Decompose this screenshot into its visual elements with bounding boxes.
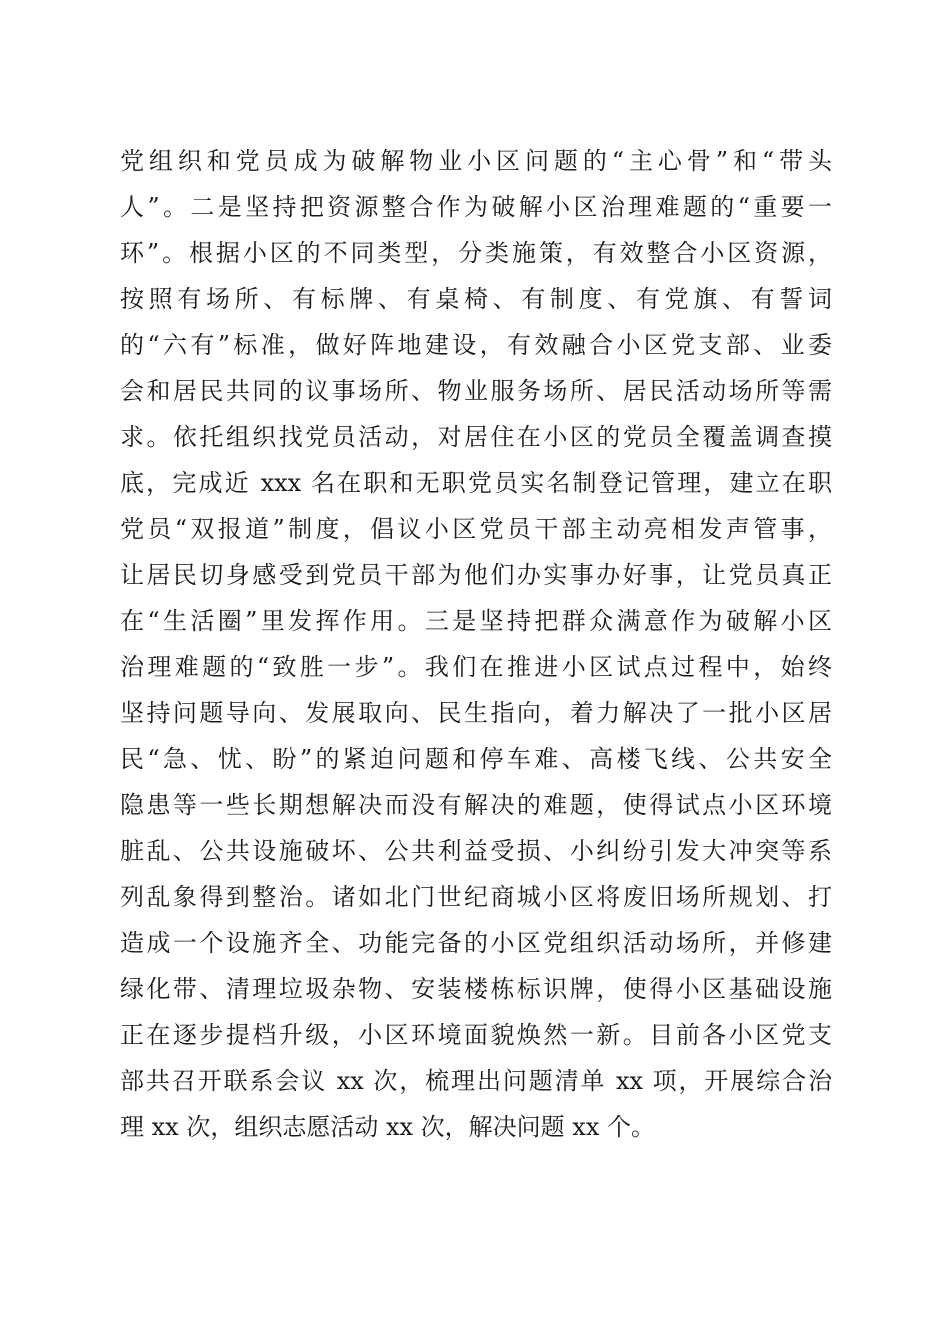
text-line: 会和居民共同的议事场所、物业服务场所、居民活动场所等需 (120, 377, 832, 405)
text-line: 底，完成近 xxx 名在职和无职党员实名制登记管理，建立在职 (120, 469, 832, 497)
text-line: 列乱象得到整治。诸如北门世纪商城小区将废旧场所规划、打 (120, 883, 832, 911)
text-line: 理 xx 次，组织志愿活动 xx 次，解决问题 xx 个。 (120, 1113, 655, 1141)
text-line: 绿化带、清理垃圾杂物、安装楼栋标识牌，使得小区基础设施 (120, 975, 832, 1003)
body-paragraph (120, 138, 832, 1150)
text-line: 民“急、忧、盼”的紧迫问题和停车难、高楼飞线、公共安全 (120, 745, 832, 773)
text-line: 求。依托组织找党员活动，对居住在小区的党员全覆盖调查摸 (120, 423, 832, 451)
text-line: 脏乱、公共设施破坏、公共利益受损、小纠纷引发大冲突等系 (120, 837, 832, 865)
text-line: 治理难题的“致胜一步”。我们在推进小区试点过程中，始终 (120, 653, 832, 681)
text-line: 坚持问题导向、发展取向、民生指向，着力解决了一批小区居 (120, 699, 832, 727)
text-line: 造成一个设施齐全、功能完备的小区党组织活动场所，并修建 (120, 929, 832, 957)
text-line: 的“六有”标准，做好阵地建设，有效融合小区党支部、业委 (120, 331, 832, 359)
text-line: 按照有场所、有标牌、有桌椅、有制度、有党旗、有誓词 (120, 285, 832, 313)
text-line: 人”。二是坚持把资源整合作为破解小区治理难题的“重要一 (120, 193, 832, 221)
text-line: 环”。根据小区的不同类型，分类施策，有效整合小区资源， (120, 239, 832, 267)
text-line: 部共召开联系会议 xx 次，梳理出问题清单 xx 项，开展综合治 (120, 1067, 832, 1095)
text-line: 在“生活圈”里发挥作用。三是坚持把群众满意作为破解小区 (120, 607, 832, 635)
text-line: 党组织和党员成为破解物业小区问题的“主心骨”和“带头 (120, 147, 832, 175)
text-line: 让居民切身感受到党员干部为他们办实事办好事，让党员真正 (120, 561, 832, 589)
text-line: 党员“双报道”制度，倡议小区党员干部主动亮相发声管事， (120, 515, 832, 543)
text-line: 正在逐步提档升级，小区环境面貌焕然一新。目前各小区党支 (120, 1021, 832, 1049)
text-line: 隐患等一些长期想解决而没有解决的难题，使得试点小区环境 (120, 791, 832, 819)
